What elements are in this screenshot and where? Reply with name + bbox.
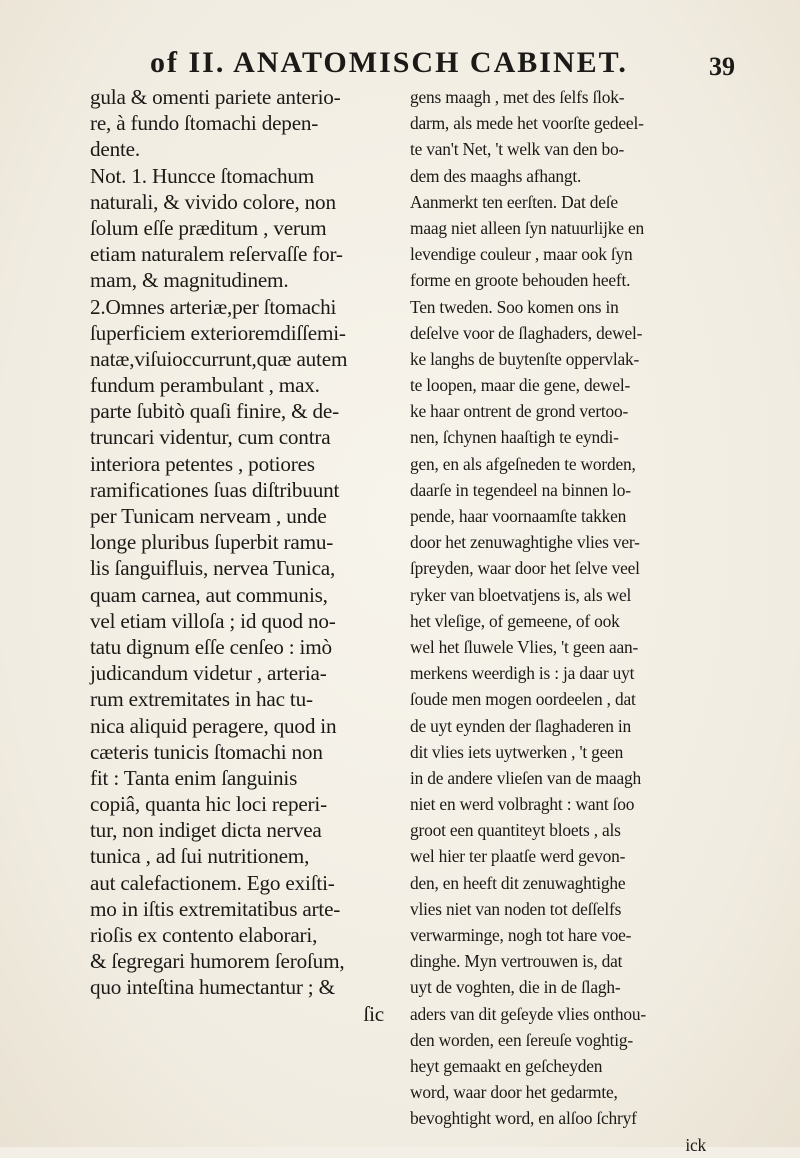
page-number: 39 [709, 52, 735, 81]
text-line: etiam naturalem reſervaſſe for- [90, 242, 343, 267]
text-line: interiora petentes , potiores [90, 451, 315, 476]
text-line: pende, haar voornaamſte takken [410, 506, 627, 526]
text-line: Aanmerkt ten eerſten. Dat deſe [410, 191, 618, 212]
text-line: groot een quantiteyt bloets , als [410, 820, 621, 841]
text-line: ſoude men mogen oordeelen , dat [410, 689, 636, 710]
text-line: de uyt eynden der ſlaghaderen in [410, 715, 632, 736]
text-line: ryker van bloetvatjens is, als wel [410, 584, 632, 605]
latin-column [90, 84, 390, 1027]
text-line: ſuperficiem exterioremdiſſemi- [90, 320, 346, 345]
text-line: aut calefactionem. Ego exiſti- [90, 870, 335, 895]
text-line: ke langhs de buytenſte oppervlak- [410, 348, 640, 369]
text-line: dem des maaghs afhangt. [410, 165, 582, 186]
text-line: mo in iſtis extremitatibus arte- [90, 896, 341, 921]
text-line: forme en groote behouden heeft. [410, 270, 631, 291]
text-line: rioſis ex contento elaborari, [90, 923, 318, 947]
text-line: heyt gemaakt en geſcheyden [410, 1055, 603, 1076]
text-line: wel hier ter plaatſe werd gevon- [410, 846, 626, 867]
text-line: wel het ſluwele Vlies, 't geen aan- [410, 636, 639, 657]
text-line: fit : Tanta enim ſanguinis [90, 765, 298, 790]
text-line: mam, & magnitudinem. [90, 268, 289, 293]
text-line: copiâ, quanta hic loci reperi- [90, 792, 327, 817]
text-line: dit vlies iets uytwerken , 't geen [410, 741, 624, 762]
text-line: 2.Omnes arteriæ,per ſtomachi [90, 294, 337, 319]
text-line: gens maagh , met des ſelfs ſlok- [410, 87, 625, 107]
text-line: nen, ſchynen haaſtigh te eyndi- [410, 427, 619, 448]
text-line: judicandum videtur , arteria- [90, 661, 327, 686]
running-head: of II. ANATOMISCH CABINET. [150, 46, 628, 79]
text-line: naturali, & vivido colore, non [90, 189, 336, 214]
text-line: ſolum eſſe præditum , verum [90, 215, 327, 240]
text-line: het vleſige, of gemeene, of ook [410, 610, 620, 631]
text-line: dinghe. Myn vertrouwen is, dat [410, 951, 623, 972]
text-line: word, waar door het gedarmte, [410, 1082, 618, 1103]
text-line: & ſegregari humorem ſeroſum, [90, 949, 345, 974]
text-line: fundum perambulant , max. [90, 373, 320, 398]
text-line: darm, als mede het voorſte gedeel- [410, 113, 644, 134]
text-line: vel etiam villoſa ; id quod no- [90, 608, 336, 633]
text-line: quam carnea, aut communis, [90, 582, 328, 607]
text-line: ke haar ontrent de grond vertoo- [410, 401, 629, 422]
text-line: vlies niet van noden tot deſſelfs [410, 898, 622, 919]
text-line: ſpreyden, waar door het ſelve veel [410, 558, 640, 579]
text-line: door het zenuwaghtighe vlies ver- [410, 532, 640, 553]
text-line: re, à fundo ſtomachi depen- [90, 111, 319, 136]
text-line: tunica , ad ſui nutritionem, [90, 844, 310, 869]
text-line: gen, en als afgeſneden te worden, [410, 453, 636, 474]
text-line: dente. [90, 137, 140, 162]
dutch-column [410, 84, 710, 1158]
text-line: maag niet alleen ſyn natuurlijke en [410, 217, 644, 238]
text-line: den, en heeft dit zenuwaghtighe [410, 872, 626, 893]
text-line: natæ,viſuioccurrunt,quæ autem [90, 346, 348, 371]
text-line: ick [685, 1134, 706, 1155]
text-line: levendige couleur , maar ook ſyn [410, 244, 633, 265]
text-line: deſelve voor de ſlaghaders, dewel- [410, 322, 643, 343]
text-line: truncari videntur, cum contra [90, 425, 331, 450]
text-line: te van't Net, 't welk van den bo- [410, 139, 625, 160]
text-line: Ten tweden. Soo komen ons in [410, 296, 619, 317]
text-line: in de andere vlieſen van de maagh [410, 767, 641, 788]
text-line: longe pluribus ſuperbit ramu- [90, 530, 334, 555]
text-line: ramificationes ſuas diſtribuunt [90, 477, 340, 502]
text-line: lis ſanguifluis, nervea Tunica, [90, 556, 336, 581]
text-line: tatu dignum eſſe cenſeo : imò [90, 634, 332, 659]
text-line: bevoghtight word, en alſoo ſchryf [410, 1108, 637, 1129]
text-line: cæteris tunicis ſtomachi non [90, 739, 323, 764]
text-line: rum extremitates in hac tu- [90, 687, 313, 712]
text-line: per Tunicam nerveam , unde [90, 504, 327, 528]
page-header [0, 44, 800, 84]
text-line: den worden, een ſereuſe voghtig- [410, 1029, 633, 1050]
text-line: tur, non indiget dicta nervea [90, 818, 322, 843]
text-line: parte ſubitò quaſi finire, & de- [90, 399, 339, 424]
text-line: ſic [363, 1001, 384, 1026]
text-line: niet en werd volbraght : want ſoo [410, 794, 635, 815]
text-line: merkens weerdigh is : ja daar uyt [410, 663, 635, 684]
text-line: gula & omenti pariete anterio- [90, 85, 341, 109]
text-line: quo inteſtina humectantur ; & [90, 975, 335, 1000]
text-line: nica aliquid peragere, quod in [90, 713, 337, 738]
text-line: uyt de voghten, die in de ſlagh- [410, 977, 621, 998]
text-line: daarſe in tegendeel na binnen lo- [410, 479, 631, 500]
text-line: te loopen, maar die gene, dewel- [410, 375, 631, 396]
text-line: verwarminge, nogh tot hare voe- [410, 925, 632, 945]
text-line: Not. 1. Huncce ſtomachum [90, 163, 315, 188]
text-line: aders van dit geſeyde vlies onthou- [410, 1003, 646, 1024]
